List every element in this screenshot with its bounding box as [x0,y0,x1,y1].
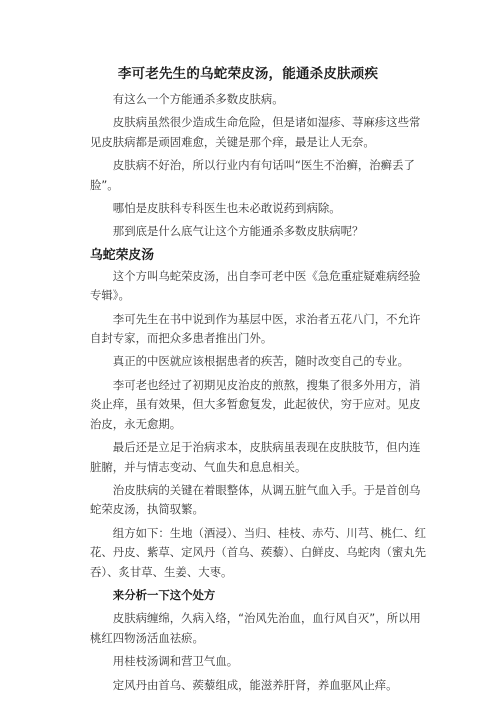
paragraph: 真正的中医就应该根据患者的疾苦，随时改变自己的专业。 [112,354,409,369]
paragraph: 李可老也经过了初期见皮治皮的煎熬，搜集了很多外用方，消炎止痒，虽有效果，但大多暂愈复发，此起彼伏，穷于应对。见皮治皮，永无愈期。 [90,377,421,431]
paragraph: 最后还是立足于治病求本，皮肤病虽表现在皮肤肢节，但内连脏腑，并与情志变动、气血失和息息相关。 [90,440,421,474]
subsection-heading: 来分析一下这个处方 [112,587,216,602]
paragraph: 定风丹由首乌、蒺藜组成，能滋养肝肾，养血驱风止痒。 [112,677,398,692]
paragraph: 治皮肤病的关键在着眼整体，从调五脏气血入手。于是首创乌蛇荣皮汤，执简驭繁。 [90,482,421,517]
paragraph: 皮肤病缠绵，久病入络，“治风先治血，血行风自灭”，所以用桃红四物汤活血祛瘀。 [90,611,421,645]
paragraph: 有这么一个方能通杀多数皮肤病。 [112,92,284,106]
article-title: 李可老先生的乌蛇荣皮汤，能通杀皮肤顽疾 [117,66,379,82]
section-heading: 乌蛇荣皮汤 [90,247,154,263]
paragraph: 皮肤病不好治，所以行业内有句话叫“医生不治癣，治癣丢了脸”。 [90,158,415,192]
paragraph: 李可先生在书中说到作为基层中医，求治者五花八门，不允许自封专家，而把众多患者推出门外。 [90,311,421,346]
paragraph: 哪怕是皮肤科专科医生也未必敢说药到病除。 [112,201,341,216]
article-body [90,90,428,699]
paragraph: 这个方叫乌蛇荣皮汤，出自李可老中医《急危重症疑难病经验专辑》。 [90,268,421,303]
paragraph: 皮肤病虽然很少造成生命危险，但是诸如湿疹、荨麻疹这些常见皮肤病都是顽固难愈，关键是那个痒，最是让人无奈。 [90,115,421,149]
paragraph: 那到底是什么底气让这个方能通杀多数皮肤病呢？ [112,224,364,239]
paragraph: 组方如下：生地（酒浸）、当归、桂枝、赤芍、川芎、桃仁、红花、丹皮、紫草、定风丹（首乌、蒺藜）、白鲜皮、乌蛇肉（蜜丸先吞）、炙甘草、生姜、大枣。 [90,525,427,579]
paragraph: 用桂枝汤调和营卫气血。 [112,654,239,669]
